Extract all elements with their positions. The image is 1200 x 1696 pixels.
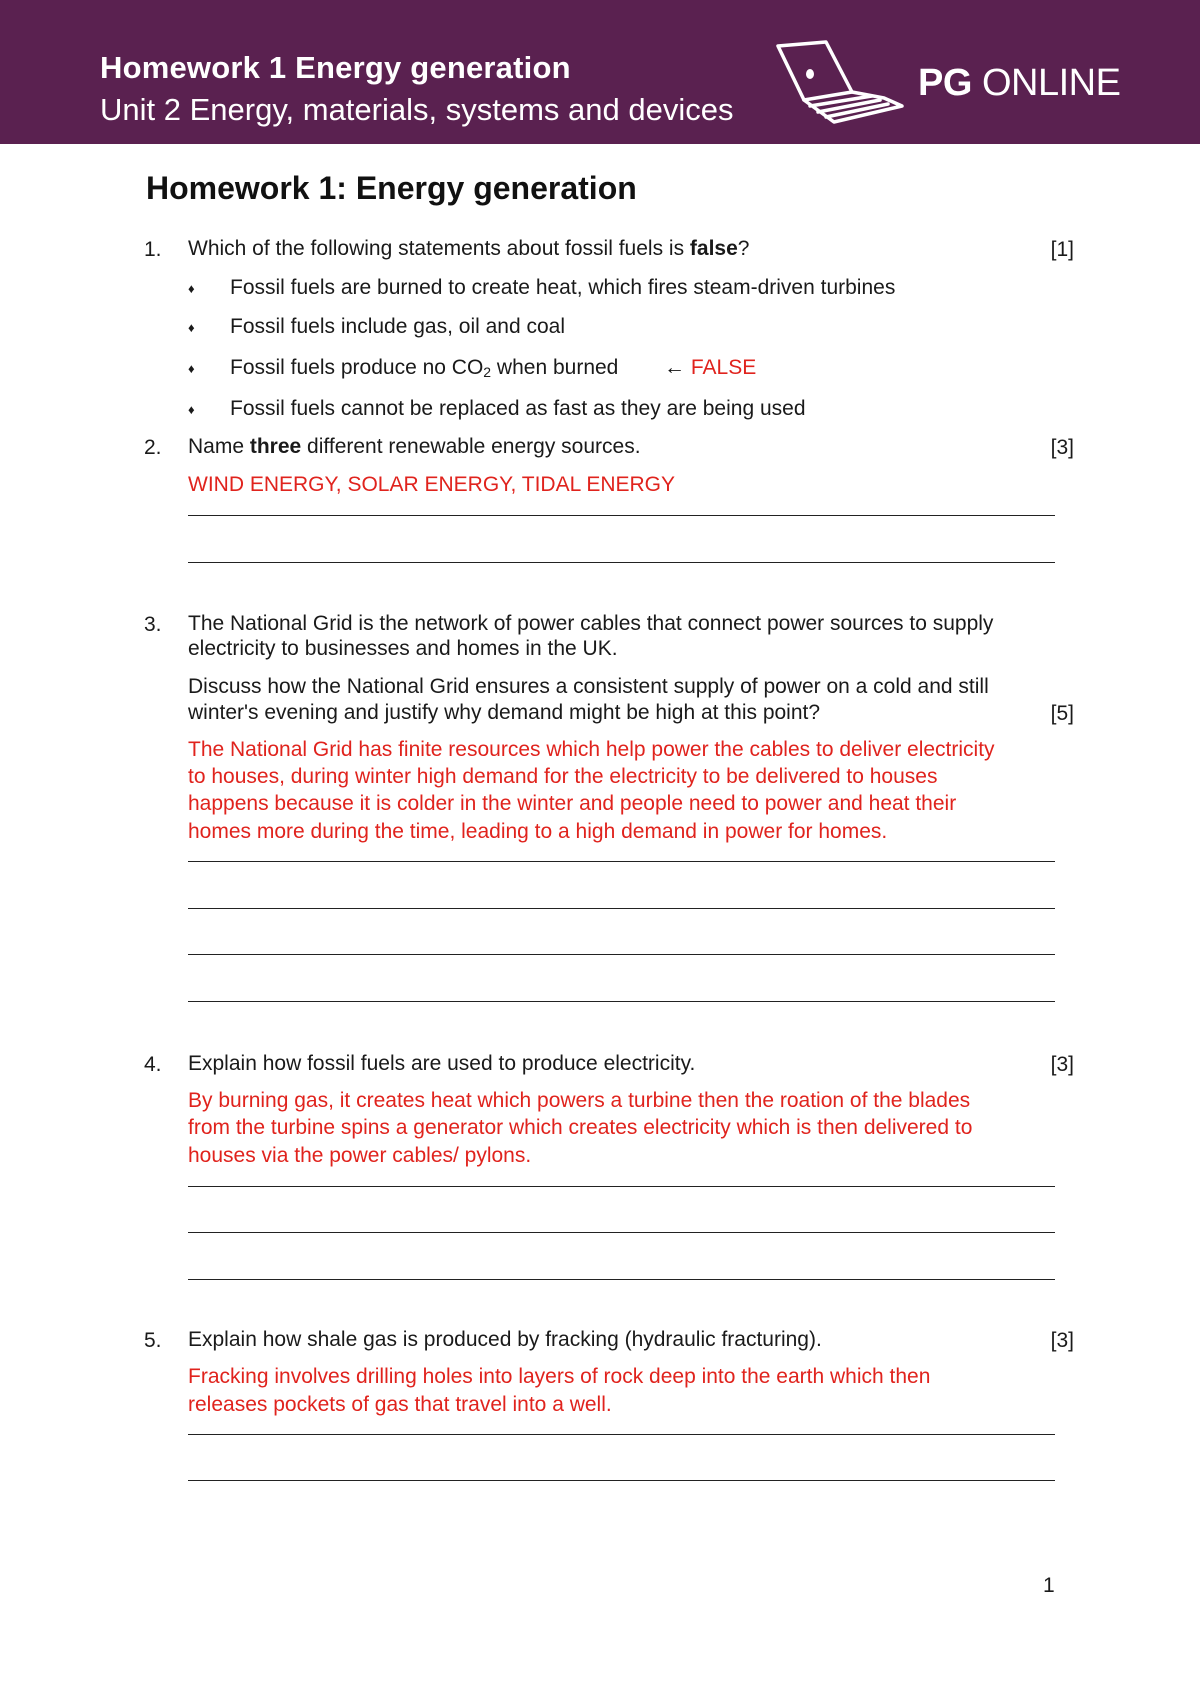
header-banner xyxy=(0,0,1200,144)
question-number: 4. xyxy=(144,1053,162,1076)
question-text: Name three different renewable energy sources. xyxy=(188,435,641,458)
header-subtitle: Unit 2 Energy, materials, systems and devices xyxy=(100,92,734,127)
answer-text: By burning gas, it creates heat which powers a turbine then the roation of the blades xyxy=(188,1089,971,1112)
question-text: electricity to businesses and homes in the UK. xyxy=(188,637,618,660)
answer-text: homes more during the time, leading to a high demand in power for homes. xyxy=(188,820,888,843)
question-prompt: Discuss how the National Grid ensures a consistent supply of power on a cold and still xyxy=(188,675,989,698)
page-number: 1 xyxy=(1043,1574,1055,1597)
header-title: Homework 1 Energy generation xyxy=(100,50,571,85)
option-item: Fossil fuels cannot be replaced as fast as they are being used xyxy=(230,397,806,420)
answer-line xyxy=(188,1001,1055,1002)
diamond-bullet-icon: ♦ xyxy=(188,281,195,296)
answer-line xyxy=(188,1232,1055,1233)
answer-text: to houses, during winter high demand for the electricity to be delivered to houses xyxy=(188,765,938,788)
question-text: The National Grid is the network of power cables that connect power sources to supply xyxy=(188,612,994,635)
answer-text: happens because it is colder in the winter and people need to power and heat their xyxy=(188,792,957,815)
question-marks: [3] xyxy=(1050,436,1074,459)
answer-text: WIND ENERGY, SOLAR ENERGY, TIDAL ENERGY xyxy=(188,473,676,496)
question-marks: [3] xyxy=(1050,1053,1074,1076)
question-text: Which of the following statements about fossil fuels is false? xyxy=(188,237,750,260)
question-text: Explain how shale gas is produced by fracking (hydraulic fracturing). xyxy=(188,1328,822,1351)
laptop-icon xyxy=(774,40,908,124)
answer-line xyxy=(188,954,1055,955)
answer-text: releases pockets of gas that travel into a well. xyxy=(188,1393,612,1416)
answer-line xyxy=(188,1279,1055,1280)
question-text: Explain how fossil fuels are used to produce electricity. xyxy=(188,1052,696,1075)
question-marks: [5] xyxy=(1050,702,1074,725)
question-marks: [3] xyxy=(1050,1329,1074,1352)
option-item: Fossil fuels are burned to create heat, which fires steam-driven turbines xyxy=(230,276,896,299)
answer-line xyxy=(188,1434,1055,1435)
answer-line xyxy=(188,1186,1055,1187)
answer-line xyxy=(188,1480,1055,1481)
question-number: 2. xyxy=(144,436,162,459)
answer-line xyxy=(188,515,1055,516)
question-marks: [1] xyxy=(1050,238,1074,261)
diamond-bullet-icon: ♦ xyxy=(188,361,195,376)
question-number: 1. xyxy=(144,238,162,261)
question-prompt: winter's evening and justify why demand might be high at this point? xyxy=(188,701,821,724)
page-heading: Homework 1: Energy generation xyxy=(146,170,637,206)
question-number: 3. xyxy=(144,613,162,636)
answer-text: The National Grid has finite resources which help power the cables to deliver electricity xyxy=(188,738,995,761)
brand-logo-text: PG ONLINE xyxy=(918,62,1121,104)
left-arrow-icon: ← xyxy=(664,356,685,379)
option-item: Fossil fuels produce no $CO_2$ when burned xyxy=(230,356,619,380)
answer-line xyxy=(188,908,1055,909)
answer-text: from the turbine spins a generator which creates electricity which is then delivered to xyxy=(188,1116,973,1139)
question-number: 5. xyxy=(144,1329,162,1352)
answer-line xyxy=(188,861,1055,862)
answer-line xyxy=(188,562,1055,563)
option-item: Fossil fuels include gas, oil and coal xyxy=(230,315,566,338)
false-annotation: ← FALSE xyxy=(664,356,757,379)
diamond-bullet-icon: ♦ xyxy=(188,402,195,417)
answer-text: Fracking involves drilling holes into layers of rock deep into the earth which then xyxy=(188,1365,931,1388)
answer-text: houses via the power cables/ pylons. xyxy=(188,1144,532,1167)
diamond-bullet-icon: ♦ xyxy=(188,320,195,335)
